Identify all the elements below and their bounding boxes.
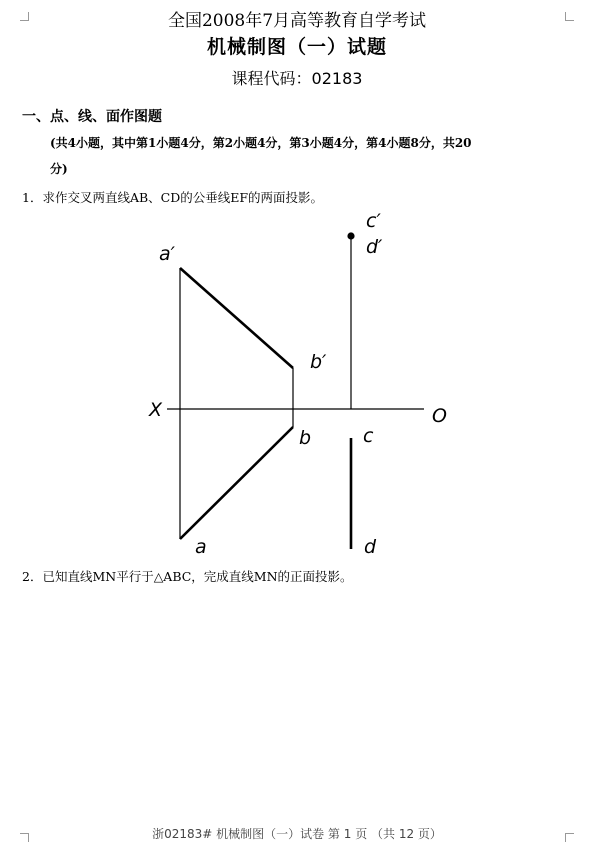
label-axis-x: X (149, 399, 163, 421)
label-axis-o: O (432, 405, 447, 427)
line-a-prime-b-prime (180, 268, 293, 368)
question-1-text: 1．求作交叉两直线AB、CD的公垂线EF的两面投影。 (22, 190, 324, 205)
label-c-prime: c′ (366, 210, 381, 232)
line-a-b (180, 427, 293, 539)
label-c: c (363, 425, 374, 447)
point-c-prime-d-prime (347, 232, 354, 239)
exam-title: 全国2008年7月高等教育自学考试 (167, 11, 427, 31)
label-d-prime: d′ (366, 236, 383, 258)
course-code: 课程代码：02183 (231, 69, 363, 88)
subject-title: 机械制图（一）试题 (206, 36, 387, 58)
section-score-note-continued: 分) (50, 162, 68, 176)
question-2-text: 2．已知直线MN平行于△ABC，完成直线MN的正面投影。 (22, 569, 353, 584)
label-b-prime: b′ (310, 351, 327, 373)
label-a: a (195, 536, 207, 558)
label-b: b (299, 427, 312, 449)
label-a-prime: a′ (159, 243, 175, 265)
label-d: d (364, 536, 377, 558)
page-footer: 浙02183# 机械制图（一）试卷 第 1 页 （共 12 页） (152, 827, 442, 841)
section-score-note: (共4小题，其中第1小题4分，第2小题4分，第3小题4分，第4小题8分，共20 (50, 136, 472, 150)
section-heading: 一、点、线、面作图题 (22, 109, 162, 125)
